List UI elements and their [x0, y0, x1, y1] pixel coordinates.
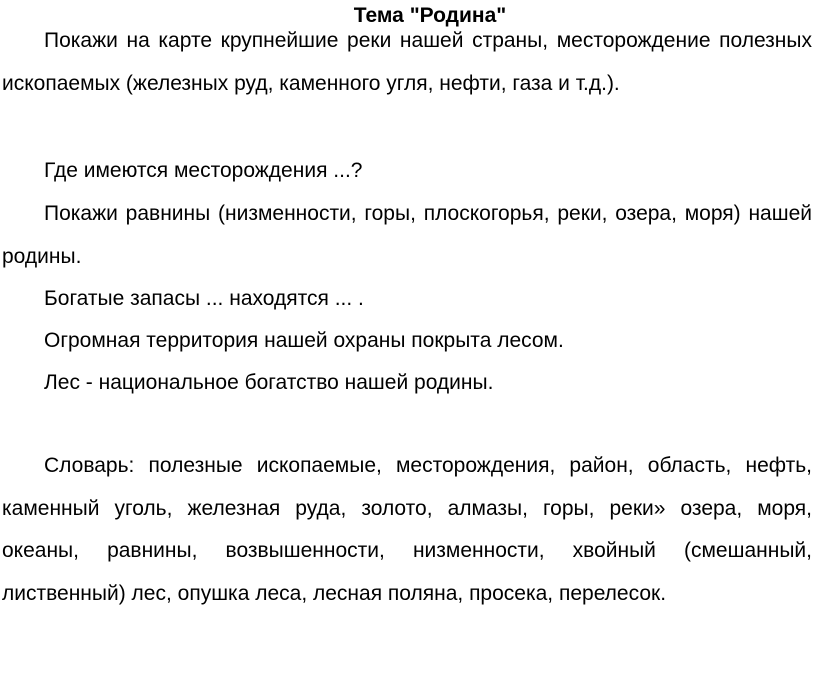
paragraph-map-task: Покажи на карте крупнейшие реки нашей страны, месторождение полезных ископаемых (железных руд, каменного угля, нефти, газа и т.д.). — [2, 29, 812, 95]
paragraph-forest-territory: Огромная территория нашей охраны покрыта лесом. — [44, 329, 564, 352]
document-title: Тема "Родина" — [353, 4, 507, 27]
paragraph-plains-task: Покажи равнины (низменности, горы, плоскогорья, реки, озера, моря) нашей родины. — [2, 202, 812, 268]
paragraph-forest-wealth: Лес - национальное богатство нашей родины. — [44, 371, 494, 394]
paragraph-deposits-question: Где имеются месторождения ...? — [44, 159, 363, 182]
paragraph-rich-reserves: Богатые запасы ... находятся ... . — [44, 287, 364, 310]
paragraph-vocabulary: Словарь: полезные ископаемые, месторождения, район, область, нефть, каменный уголь, железная руда, золото, алмазы, горы, реки» озера, моря, океаны, равнины, возвышенности, низменности, хвойный (смешанный, лиственный) лес, опушка леса, лесная поляна, просека, перелесок. — [2, 454, 812, 605]
